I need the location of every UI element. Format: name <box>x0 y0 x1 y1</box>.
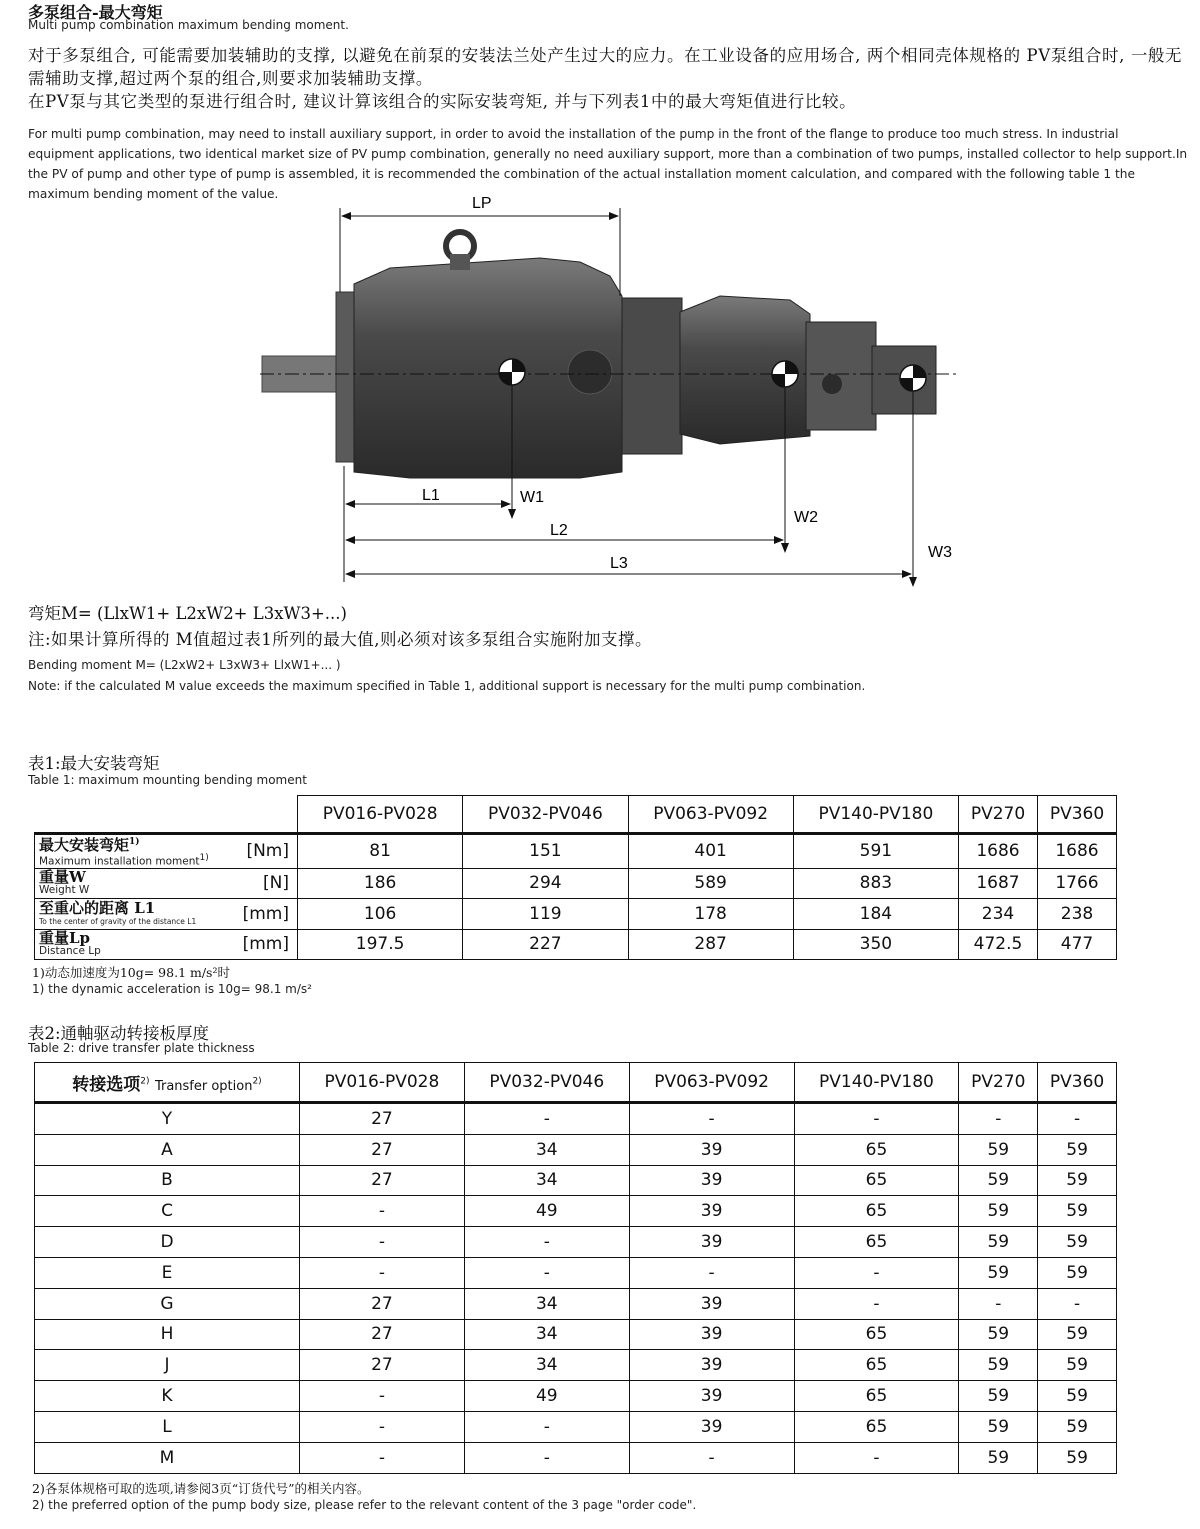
option-header-en: Transfer option <box>154 1078 253 1094</box>
option-cell: Y <box>35 1103 300 1135</box>
table1-max-mounting-moment <box>34 795 1117 960</box>
table-cell: 27 <box>300 1134 465 1165</box>
table2-col-header: PV140-PV180 <box>794 1063 959 1103</box>
table-cell: 65 <box>794 1350 959 1381</box>
table-cell: - <box>300 1381 465 1412</box>
table-cell: 59 <box>959 1411 1038 1442</box>
table-cell: 883 <box>793 868 958 899</box>
table1-footnote-cn: 1)动态加速度为10g= 98.1 m/s²时 <box>32 965 230 980</box>
intro-paragraph-cn-2: 在PV泵与其它类型的泵进行组合时, 建议计算该组合的实际安装弯矩, 并与下列表1中的最大弯矩值进行比较。 <box>28 92 857 111</box>
table-cell: 39 <box>629 1196 794 1227</box>
table-cell: 350 <box>793 929 958 960</box>
table-row <box>35 1134 1117 1165</box>
gravity-marker-3 <box>900 365 926 391</box>
table-cell: 65 <box>794 1196 959 1227</box>
table-cell: 294 <box>463 868 628 899</box>
table-row <box>35 1196 1117 1227</box>
row-label-cn: 重量Lp <box>39 929 91 948</box>
row-label <box>35 868 230 899</box>
option-cell: L <box>35 1411 300 1442</box>
option-cell: G <box>35 1288 300 1319</box>
row-label-en: To the center of gravity of the distance L1 <box>39 916 197 926</box>
table-cell: 59 <box>959 1319 1038 1350</box>
table-cell: 1687 <box>959 868 1038 899</box>
table-cell: 59 <box>1038 1165 1117 1196</box>
table-cell: 227 <box>463 929 628 960</box>
table1-col-header: PV063-PV092 <box>628 796 793 834</box>
table-cell: 34 <box>464 1165 629 1196</box>
table-row <box>35 1103 1117 1135</box>
w1-label: W1 <box>520 489 544 506</box>
table1-title-cn: 表1:最大安装弯矩 <box>28 754 160 773</box>
table-cell: 238 <box>1037 899 1116 930</box>
table-cell: 27 <box>300 1350 465 1381</box>
table-cell: 186 <box>298 868 463 899</box>
table-cell: 1766 <box>1037 868 1116 899</box>
row-label <box>35 929 230 960</box>
table-cell: 59 <box>959 1196 1038 1227</box>
row-unit: [N] <box>229 868 298 899</box>
l2-label: L2 <box>550 522 568 539</box>
table1-col-header: PV016-PV028 <box>298 796 463 834</box>
table-cell: 34 <box>464 1350 629 1381</box>
table-cell: - <box>629 1442 794 1473</box>
table-cell: - <box>464 1411 629 1442</box>
table2-footnote-cn: 2)各泵体规格可取的选项,请参阅3页“订货代号”的相关内容。 <box>32 1481 370 1496</box>
table-cell: 287 <box>628 929 793 960</box>
option-cell: M <box>35 1442 300 1473</box>
note-cn: 注:如果计算所得的 M值超过表1所列的最大值,则必须对该多泵组合实施附加支撑。 <box>28 630 652 649</box>
l3-label: L3 <box>610 555 628 572</box>
table-cell: - <box>464 1103 629 1135</box>
footnote-ref: 1) <box>129 837 140 847</box>
table-cell: 178 <box>628 899 793 930</box>
table1-footnote-en: 1) the dynamic acceleration is 10g= 98.1 m/s² <box>32 982 312 996</box>
table-cell: - <box>629 1103 794 1135</box>
table-cell: 401 <box>628 834 793 869</box>
table-cell: 184 <box>793 899 958 930</box>
table-cell: - <box>794 1257 959 1288</box>
table-cell: - <box>300 1411 465 1442</box>
l3-dimension <box>346 555 911 574</box>
row-label-en: Weight W <box>39 884 90 897</box>
row-label <box>35 834 230 869</box>
table-cell: - <box>300 1196 465 1227</box>
table-cell: 1686 <box>959 834 1038 869</box>
table-cell: 59 <box>1038 1381 1117 1412</box>
table1-title-en: Table 1: maximum mounting bending moment <box>28 773 307 787</box>
table2-col-header: PV360 <box>1038 1063 1117 1103</box>
table-cell: 59 <box>959 1442 1038 1473</box>
footnote-ref: 1) <box>199 853 209 863</box>
table2-col-header: PV032-PV046 <box>464 1063 629 1103</box>
w2-label: W2 <box>794 509 818 526</box>
table-cell: - <box>300 1227 465 1258</box>
table2-col-header: PV270 <box>959 1063 1038 1103</box>
table-cell: 39 <box>629 1381 794 1412</box>
table-cell: - <box>464 1257 629 1288</box>
intro-paragraph-cn-1: 对于多泵组合, 可能需要加装辅助的支撑, 以避免在前泵的安装法兰处产生过大的应力。在工业设备的应用场合, 两个相同壳体规格的 PV泵组合时, 一般无需辅助支撑,超过两个泵的组合,则要求加装辅助支撑。 <box>28 46 1183 88</box>
table-cell: 59 <box>1038 1227 1117 1258</box>
table2-header-row <box>35 1063 1117 1103</box>
table-cell: 39 <box>629 1350 794 1381</box>
table-cell: - <box>464 1442 629 1473</box>
formula-en: Bending moment M= (L2xW2+ L3xW3+ LlxW1+... ) <box>28 658 341 672</box>
table-cell: - <box>959 1103 1038 1135</box>
row-unit: [Nm] <box>229 834 298 869</box>
table1-col-header: PV140-PV180 <box>793 796 958 834</box>
note-en: Note: if the calculated M value exceeds the maximum specified in Table 1, additional support is necessary for the multi pump combination. <box>28 679 866 693</box>
table-cell: - <box>959 1288 1038 1319</box>
table-cell: - <box>1038 1103 1117 1135</box>
row-unit: [mm] <box>229 929 298 960</box>
row-unit: [mm] <box>229 899 298 930</box>
table-cell: 27 <box>300 1288 465 1319</box>
row-label-cn: 至重心的距离 L1 <box>39 898 156 917</box>
footnote-ref: 2) <box>140 1075 150 1086</box>
table2-title-en: Table 2: drive transfer plate thickness <box>28 1041 255 1055</box>
table-cell: 589 <box>628 868 793 899</box>
table2-transfer-plate-thickness <box>34 1062 1117 1474</box>
table2-option-header <box>35 1063 300 1103</box>
row-label-en: Maximum installation moment <box>39 855 200 868</box>
table-cell: 472.5 <box>959 929 1038 960</box>
table2-title-cn: 表2:通軸驱动转接板厚度 <box>28 1024 210 1043</box>
pump-body-illustration <box>260 232 960 478</box>
table-cell: 39 <box>629 1319 794 1350</box>
lp-label: LP <box>472 196 492 212</box>
gravity-marker-2 <box>772 361 798 387</box>
table-row <box>35 834 1117 869</box>
table-cell: - <box>629 1257 794 1288</box>
table-cell: 39 <box>629 1288 794 1319</box>
table-cell: 151 <box>463 834 628 869</box>
table-row <box>35 1381 1117 1412</box>
table2-footnote-en: 2) the preferred option of the pump body size, please refer to the relevant content of the 3 page "order code". <box>32 1498 697 1512</box>
table-cell: 49 <box>464 1381 629 1412</box>
row-label-cn: 最大安装弯矩 <box>39 836 130 854</box>
intro-text-cn <box>28 44 1188 113</box>
table-cell: 59 <box>959 1257 1038 1288</box>
table1-corner <box>35 796 298 834</box>
table-row <box>35 1442 1117 1473</box>
table-row <box>35 1257 1117 1288</box>
table-cell: 39 <box>629 1134 794 1165</box>
table-cell: 59 <box>1038 1411 1117 1442</box>
w3-label: W3 <box>928 544 952 561</box>
table-cell: 65 <box>794 1319 959 1350</box>
table-cell: - <box>1038 1288 1117 1319</box>
table1-col-header: PV270 <box>959 796 1038 834</box>
option-cell: E <box>35 1257 300 1288</box>
l2-dimension <box>346 522 783 540</box>
table2-col-header: PV016-PV028 <box>300 1063 465 1103</box>
table1-header-row <box>35 796 1117 834</box>
gravity-marker-1 <box>499 359 525 385</box>
table-row <box>35 1350 1117 1381</box>
table-row <box>35 899 1117 930</box>
intro-text-en: For multi pump combination, may need to install auxiliary support, in order to avoid the installation of the pump in the front of the flange to produce too much stress. In industrial equipment applications, two identical market size of PV pump combination, generally no need auxiliary support, more than a combination of two pumps, installed collector to help support.In the PV of pump and other type of pump is assembled, it is recommended the combination of the actual installation moment calculation, and compared with the following table 1 the maximum bending moment of the value. <box>28 127 1188 201</box>
option-cell: J <box>35 1350 300 1381</box>
table2-body <box>35 1103 1117 1474</box>
row-label <box>35 899 230 930</box>
table-cell: 49 <box>464 1196 629 1227</box>
footnote-ref: 2) <box>252 1075 262 1086</box>
table-cell: - <box>794 1442 959 1473</box>
table-cell: 65 <box>794 1165 959 1196</box>
table-cell: 59 <box>959 1381 1038 1412</box>
table-row <box>35 1319 1117 1350</box>
table-row <box>35 1165 1117 1196</box>
option-cell: H <box>35 1319 300 1350</box>
table-cell: 59 <box>959 1350 1038 1381</box>
table-cell: 65 <box>794 1134 959 1165</box>
table2-col-header: PV063-PV092 <box>629 1063 794 1103</box>
table-cell: 65 <box>794 1227 959 1258</box>
table-row <box>35 1227 1117 1258</box>
row-label-en: Distance Lp <box>39 945 101 958</box>
table-cell: 59 <box>1038 1442 1117 1473</box>
option-cell: A <box>35 1134 300 1165</box>
page-title-cn: 多泵组合-最大弯矩 <box>28 3 163 22</box>
table-cell: 59 <box>1038 1319 1117 1350</box>
table-cell: 234 <box>959 899 1038 930</box>
table-cell: 1686 <box>1037 834 1116 869</box>
table-cell: 59 <box>1038 1350 1117 1381</box>
l1-label: L1 <box>422 487 440 504</box>
table-cell: 591 <box>793 834 958 869</box>
option-cell: K <box>35 1381 300 1412</box>
table-cell: - <box>464 1227 629 1258</box>
table-cell: 39 <box>629 1165 794 1196</box>
table-cell: 477 <box>1037 929 1116 960</box>
multi-pump-diagram <box>250 196 970 596</box>
table-cell: 59 <box>1038 1257 1117 1288</box>
formula-cn: 弯矩M= (LlxW1+ L2xW2+ L3xW3+...) <box>28 604 347 623</box>
l1-dimension <box>346 487 510 504</box>
option-cell: C <box>35 1196 300 1227</box>
row-label-cn: 重量W <box>39 868 86 887</box>
table-cell: 39 <box>629 1411 794 1442</box>
table-cell: - <box>794 1288 959 1319</box>
table-row <box>35 1288 1117 1319</box>
table-cell: 59 <box>959 1134 1038 1165</box>
table1-col-header: PV032-PV046 <box>463 796 628 834</box>
table-cell: 59 <box>959 1165 1038 1196</box>
option-header-cn: 转接选项 <box>72 1074 141 1095</box>
option-cell: D <box>35 1227 300 1258</box>
table-cell: 34 <box>464 1319 629 1350</box>
table-cell: - <box>300 1257 465 1288</box>
table-cell: 119 <box>463 899 628 930</box>
table-cell: 197.5 <box>298 929 463 960</box>
table-cell: 27 <box>300 1103 465 1135</box>
page-title-en: Multi pump combination maximum bending moment. <box>28 18 349 32</box>
table-cell: 59 <box>1038 1196 1117 1227</box>
table-cell: 59 <box>1038 1134 1117 1165</box>
table-cell: - <box>794 1103 959 1135</box>
option-cell: B <box>35 1165 300 1196</box>
table-cell: 27 <box>300 1319 465 1350</box>
table-cell: 106 <box>298 899 463 930</box>
table-row <box>35 929 1117 960</box>
table-row <box>35 1411 1117 1442</box>
table-cell: 27 <box>300 1165 465 1196</box>
table-cell: 59 <box>959 1227 1038 1258</box>
table-cell: 34 <box>464 1288 629 1319</box>
table-cell: 65 <box>794 1381 959 1412</box>
table-cell: 39 <box>629 1227 794 1258</box>
table-cell: 81 <box>298 834 463 869</box>
table-cell: 34 <box>464 1134 629 1165</box>
table1-col-header: PV360 <box>1037 796 1116 834</box>
table-cell: 65 <box>794 1411 959 1442</box>
table-row <box>35 868 1117 899</box>
table-cell: - <box>300 1442 465 1473</box>
